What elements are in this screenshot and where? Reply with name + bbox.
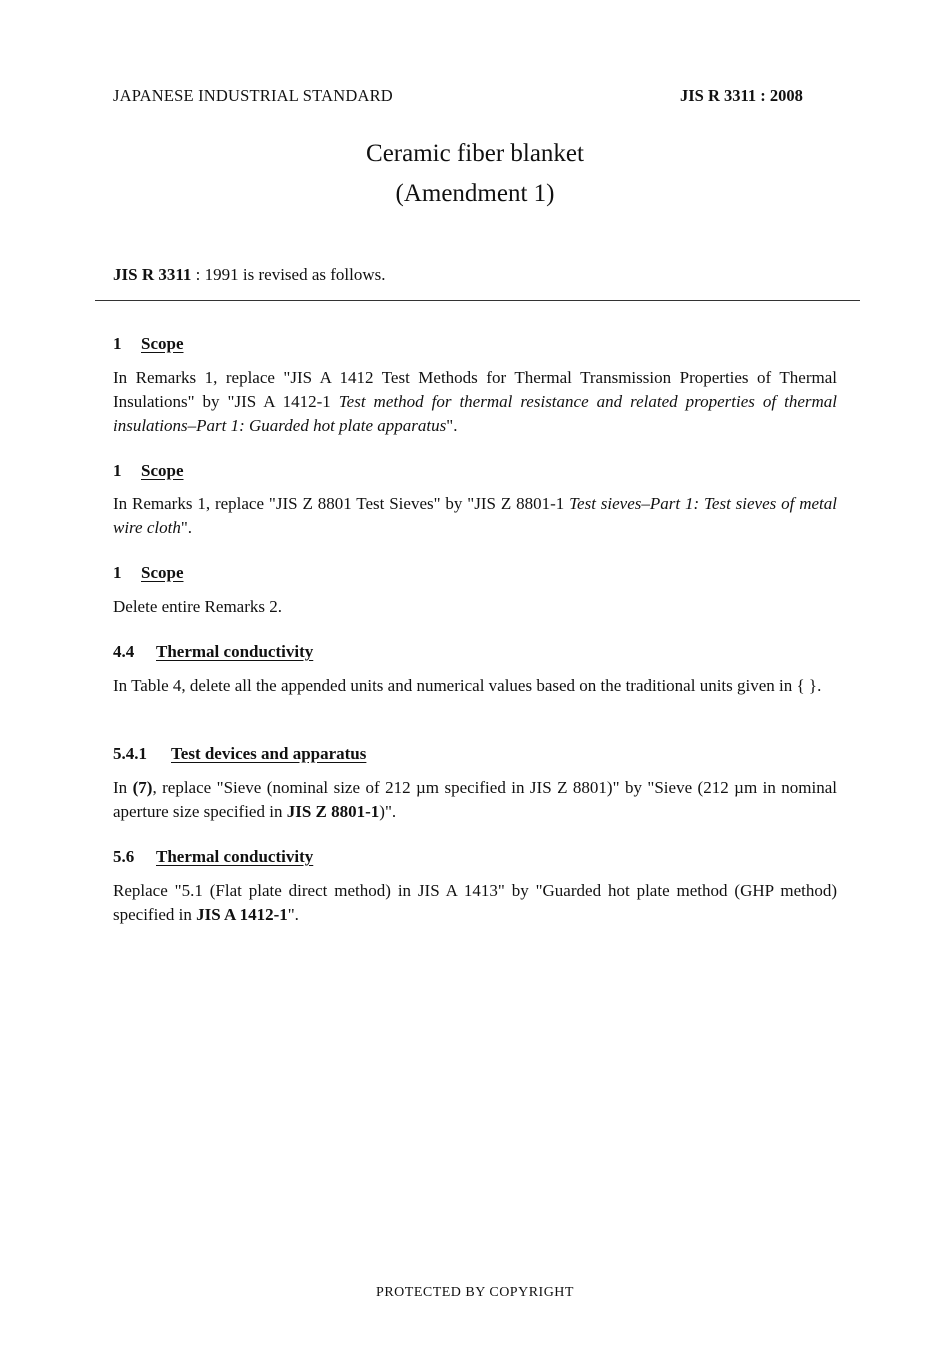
text-run: In Remarks 1, replace "JIS Z 8801 Test Sieves" by "JIS Z 8801-1: [113, 494, 570, 513]
section-number: 1: [113, 334, 122, 353]
bold-run: (7): [132, 778, 153, 797]
text-run: )".: [379, 802, 397, 821]
section-title: Scope: [141, 461, 184, 480]
document-title: Ceramic fiber blanket: [366, 140, 584, 167]
section-number: 5.6: [113, 847, 135, 866]
document-subtitle: (Amendment 1): [395, 180, 555, 207]
section-title: Test devices and apparatus: [171, 744, 367, 763]
section-title: Scope: [141, 563, 184, 582]
section-heading: [113, 563, 184, 583]
section-title: Thermal conductivity: [156, 847, 314, 866]
intro-text: : 1991 is revised as follows.: [191, 265, 386, 284]
text-run: , replace "Sieve (nominal size of 212 µm specified in JIS Z 8801)" by "Sieve (212 µm in nominal aperture size specified in: [113, 778, 837, 821]
section-text: In Table 4, delete all the appended units and numerical values based on the traditional units given in { }.: [113, 676, 822, 695]
intro-standard: JIS R 3311: [113, 265, 192, 284]
text-run: ".: [287, 905, 299, 924]
italic-run: Test method for thermal resistance and related properties of thermal insulations–Part 1: Guarded hot plate apparatus: [113, 392, 837, 435]
section-title: Thermal conductivity: [156, 642, 314, 661]
section-text: [113, 366, 837, 438]
text-run: In Remarks 1, replace "JIS A 1412 Test Methods for Thermal Transmission Properties of Thermal Insulations" by "JIS A 1412-1: [113, 368, 837, 411]
text-run: ".: [180, 518, 193, 537]
section-heading: [113, 847, 313, 867]
section-heading: [113, 334, 184, 354]
section-heading: [113, 461, 184, 481]
text-run: ".: [446, 416, 458, 435]
section-number: 5.4.1: [113, 744, 147, 763]
bold-run: JIS Z 8801-1: [286, 802, 380, 821]
section-number: 1: [113, 461, 122, 480]
header-standard-type: JAPANESE INDUSTRIAL STANDARD: [113, 86, 393, 105]
bold-run: JIS A 1412-1: [196, 905, 288, 924]
section-number: 1: [113, 563, 122, 582]
italic-run: Test sieves–Part 1: Test sieves of metal wire cloth: [113, 494, 837, 537]
section-text: [113, 492, 837, 540]
section-text: [113, 776, 837, 824]
header-standard-number: JIS R 3311 : 2008: [680, 86, 803, 105]
divider: [95, 300, 860, 301]
section-heading: [113, 744, 366, 764]
section-heading: [113, 642, 313, 662]
intro-statement: [113, 265, 386, 285]
section-number: 4.4: [113, 642, 135, 661]
copyright-footer: PROTECTED BY COPYRIGHT: [376, 1285, 574, 1300]
text-run: Replace "5.1 (Flat plate direct method) in JIS A 1413" by "Guarded hot plate method (GHP method) specified in: [113, 881, 837, 924]
text-run: In: [113, 778, 133, 797]
section-title: Scope: [141, 334, 184, 353]
section-text: [113, 879, 837, 927]
section-text: Delete entire Remarks 2.: [113, 597, 282, 616]
